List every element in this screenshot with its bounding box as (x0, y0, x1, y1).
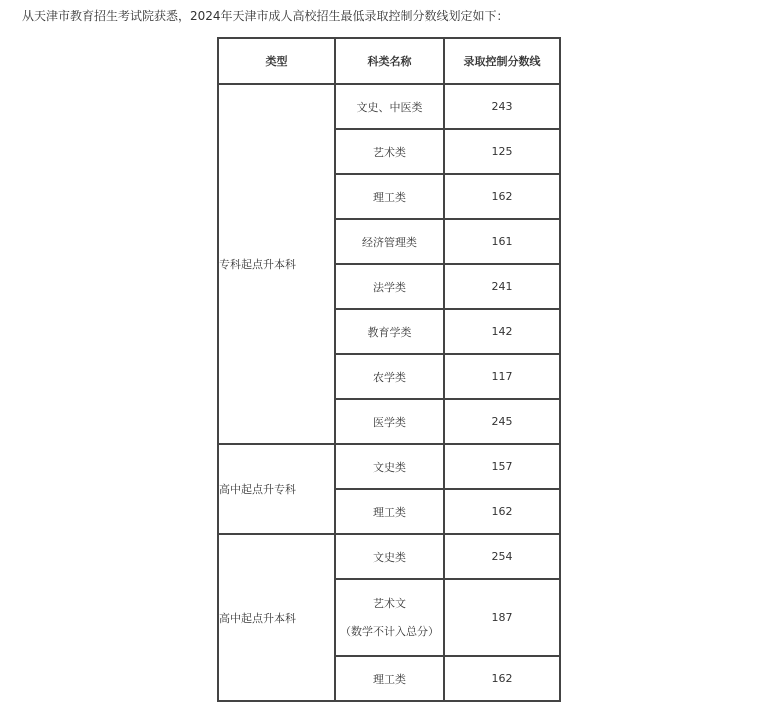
score-cell: 125 (444, 129, 560, 174)
group-type-cell: 专科起点升本科 (218, 84, 335, 444)
table-row (218, 444, 560, 489)
header-score: 录取控制分数线 (444, 38, 560, 84)
subject-cell: 教育学类 (335, 309, 444, 354)
subject-cell: 理工类 (335, 174, 444, 219)
subject-cell: 农学类 (335, 354, 444, 399)
subject-cell: 艺术类 (335, 129, 444, 174)
intro-text: 从天津市教育招生考试院获悉，2024年天津市成人高校招生最低录取控制分数线划定如下： (22, 9, 509, 23)
score-cell: 142 (444, 309, 560, 354)
group-type-cell: 高中起点升本科 (218, 534, 335, 701)
table-header-row (218, 38, 560, 84)
subject-cell: 文史类 (335, 444, 444, 489)
score-cell: 243 (444, 84, 560, 129)
subject-cell: 法学类 (335, 264, 444, 309)
header-subject: 科类名称 (335, 38, 444, 84)
subject-note: （数学不计入总分） (340, 624, 439, 638)
score-cell: 162 (444, 656, 560, 701)
score-cell: 254 (444, 534, 560, 579)
score-cell: 117 (444, 354, 560, 399)
subject-name: 艺术文 (373, 596, 406, 610)
subject-cell: 医学类 (335, 399, 444, 444)
subject-cell (335, 579, 444, 656)
score-cell: 241 (444, 264, 560, 309)
table-row (218, 84, 560, 129)
subject-cell: 经济管理类 (335, 219, 444, 264)
header-type: 类型 (218, 38, 335, 84)
subject-cell: 理工类 (335, 656, 444, 701)
score-cell: 187 (444, 579, 560, 656)
table-row (218, 534, 560, 579)
subject-cell: 理工类 (335, 489, 444, 534)
score-cell: 162 (444, 174, 560, 219)
subject-cell: 文史、中医类 (335, 84, 444, 129)
admission-score-table (217, 37, 561, 702)
score-cell: 161 (444, 219, 560, 264)
score-cell: 157 (444, 444, 560, 489)
score-cell: 245 (444, 399, 560, 444)
score-cell: 162 (444, 489, 560, 534)
subject-cell: 文史类 (335, 534, 444, 579)
group-type-cell: 高中起点升专科 (218, 444, 335, 534)
